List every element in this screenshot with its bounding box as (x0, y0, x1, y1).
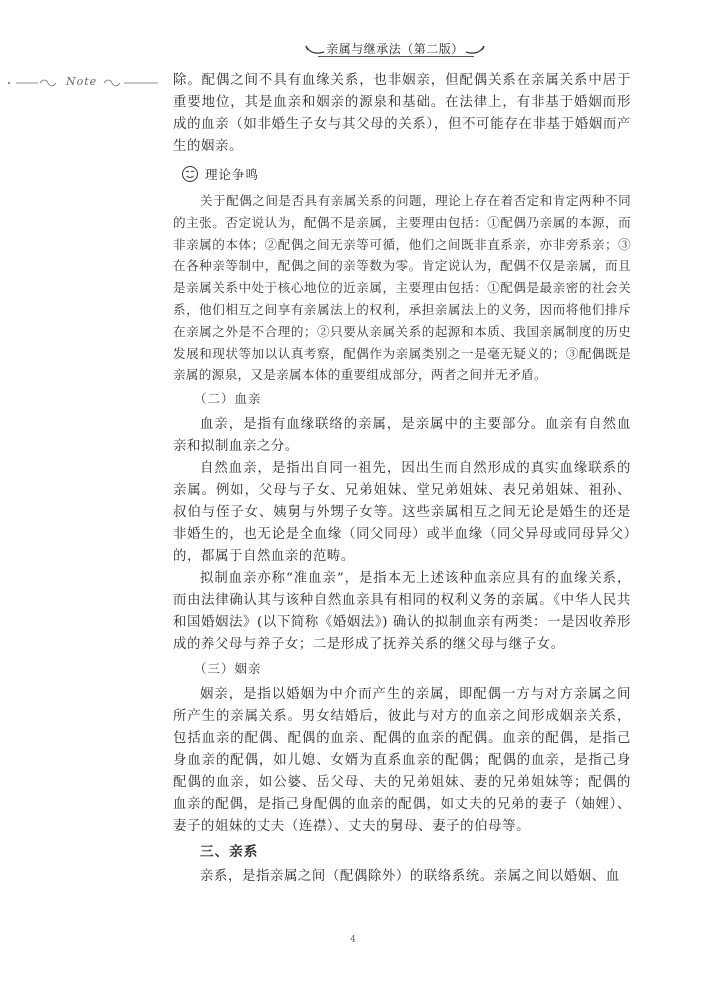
right-ornament-icon (464, 44, 486, 56)
subheading: （二）血亲 (194, 391, 262, 407)
section-heading: 三、亲系 (200, 844, 259, 861)
debate-heading (181, 162, 631, 186)
note-label: Note (66, 75, 98, 88)
header-rule (318, 56, 474, 57)
smiley-face-icon (181, 165, 199, 183)
paragraph: 血亲，是指有血缘联络的亲属，是亲属中的主要部分。血亲有自然血亲和拟制血亲之分。 (173, 417, 631, 455)
note-left-flourish (6, 74, 66, 88)
note-right-flourish (102, 74, 162, 88)
left-ornament-icon (304, 44, 326, 56)
paragraph: 亲系，是指亲属之间（配偶除外）的联络系统。亲属之间以婚姻、血 (200, 869, 620, 885)
note-margin-label (6, 74, 156, 88)
debate-text: 关于配偶之间是否具有亲属关系的问题，理论上存在着否定和肯定两种不同的主张。否定说认为，配偶不是亲属，主要理由包括：①配偶乃亲属的本源，而非亲属的本体；②配偶之间无亲等可循，他们之间既非直系亲，亦非旁系亲；③在各种亲等制中，配偶之间的亲等数为零。肯定说认为，配偶不仅是亲属，而且是亲属关系中处于核心地位的近亲属，主要理由包括：①配偶是最亲密的社会关系，他们相互之间享有亲属法上的权利，承担亲属法上的义务，因而将他们排斥在亲属之外是不合理的；②只要从亲属关系的起源和本质、我国亲属制度的历史发展和现状等加以认真考察，配偶作为亲属类别之一是毫无疑义的；③配偶既是亲属的源泉，又是亲属本体的重要组成部分，两者之间并无矛盾。 (173, 193, 631, 383)
page-body (173, 70, 631, 888)
subheading: （三）姻亲 (194, 661, 262, 677)
header-title: 亲属与继承法（第二版） (326, 42, 464, 56)
debate-title: 理论争鸣 (205, 167, 260, 182)
paragraph: 姻亲，是指以婚姻为中介而产生的亲属，即配偶一方与对方亲属之间所产生的亲属关系。男女结婚后，彼此与对方的血亲之间形成姻亲关系，包括血亲的配偶、配偶的血亲、配偶的血亲的配偶。血亲的配偶，是指己身血亲的配偶，如儿媳、女婿为直系血亲的配偶；配偶的血亲，是指己身配偶的血亲，如公婆、岳父母、夫的兄弟姐妹、妻的兄弟姐妹等；配偶的血亲的配偶，是指己身配偶的血亲的配偶，如丈夫的兄弟的妻子（妯娌）、妻子的姐妹的丈夫（连襟）、丈夫的舅母、妻子的伯母等。 (173, 687, 631, 835)
paragraph: 自然血亲，是指出自同一祖先，因出生而自然形成的真实血缘联系的亲属。例如，父母与子女、兄弟姐妹、堂兄弟姐妹、表兄弟姐妹、祖孙、叔伯与侄子女、姨舅与外甥子女等。这些亲属相互之间无论是婚生的还是非婚生的，也无论是全血缘（同父同母）或半血缘（同父异母或同母异父）的，都属于自然血亲的范畴。 (173, 461, 631, 565)
page-number: 4 (350, 935, 356, 945)
paragraph: 除。配偶之间不具有血缘关系，也非姻亲，但配偶关系在亲属关系中居于重要地位，其是血亲和姻亲的源泉和基础。在法律上，有非基于婚姻而形成的血亲（如非婚生子女与其父母的关系），但不可能存在非基于婚姻而产生的姻亲。 (173, 73, 631, 154)
paragraph: 拟制血亲亦称“准血亲”，是指本无上述该种血亲应具有的血缘关系，而由法律确认其与该种自然血亲具有相同的权利义务的亲属。《中华人民共和国婚姻法》(以下简称《婚姻法》) 确认的拟制血亲有两类：一是因收养形成的养父母与养子女；二是形成了抚养关系的继父母与继子女。 (173, 571, 631, 653)
